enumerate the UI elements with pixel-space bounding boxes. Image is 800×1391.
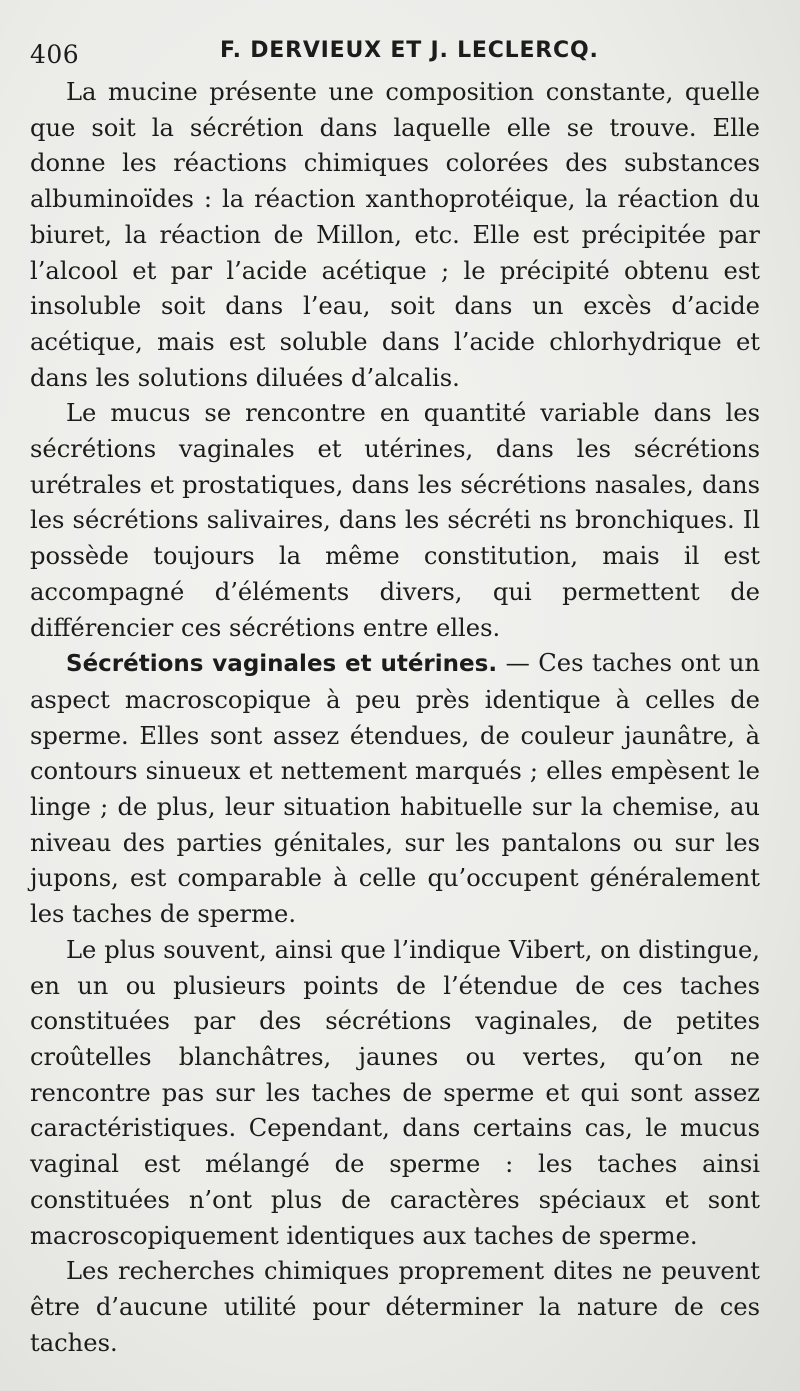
section-heading: Sécrétions vaginales et utérines. (66, 651, 498, 678)
page-header (30, 32, 760, 72)
paragraph-mucus: Le mucus se rencontre en quantité variable dans les sécrétions vaginales et utérines, dans les sécrétions urétrales et prostatiques, dans les sécrétions nasales, dans les sécrétions salivaires, dans les sécréti ns bronchiques. Il possède toujours la même constitution, mais il est accompagné d’éléments divers, qui permettent de différencier ces sécrétions entre elles. (30, 399, 760, 642)
page-number: 406 (30, 40, 80, 69)
running-head: F. DERVIEUX ET J. LECLERCQ. (220, 38, 599, 63)
paragraph-vaginal-text: — Ces taches ont un aspect macroscopique à peu près identique à celles de sperme. Elles sont assez étendues, de couleur jaunâtre, à contours sinueux et nettement marqués ; elles empèsent le linge ; de plus, leur situation habituelle sur la chemise, au niveau des parties génitales, sur les pantalons ou sur les jupons, est comparable à celle qu’occupent généralement les taches de sperme. (30, 649, 760, 929)
paragraph-vaginal-secretions (30, 646, 760, 933)
body-text (30, 75, 760, 1361)
paragraph-chemical-research: Les recherches chimiques proprement dites ne peuvent être d’aucune utilité pour déterminer la nature de ces taches. (30, 1257, 760, 1357)
paragraph-vibert: Le plus souvent, ainsi que l’indique Vibert, on distingue, en un ou plusieurs points de l’étendue de ces taches constituées par des sécrétions vaginales, de petites croûtelles blanchâtres, jaunes ou vertes, qu’on ne rencontre pas sur les taches de sperme et qui sont assez caractéristiques. Cependant, dans certains cas, le mucus vaginal est mélangé de sperme : les taches ainsi constituées n’ont plus de caractères spéciaux et sont macroscopiquement identiques aux taches de sperme. (30, 935, 760, 1250)
paragraph-mucine: La mucine présente une composition constante, quelle que soit la sécrétion dans laquelle elle se trouve. Elle donne les réactions chimiques colorées des substances albuminoïdes : la réaction xanthoprotéique, la réaction du biuret, la réaction de Millon, etc. Elle est précipitée par l’alcool et par l’acide acétique ; le précipité obtenu est insoluble soit dans l’eau, soit dans un excès d’acide acétique, mais est soluble dans l’acide chlorhydrique et dans les solutions diluées d’alcalis. (30, 78, 760, 392)
